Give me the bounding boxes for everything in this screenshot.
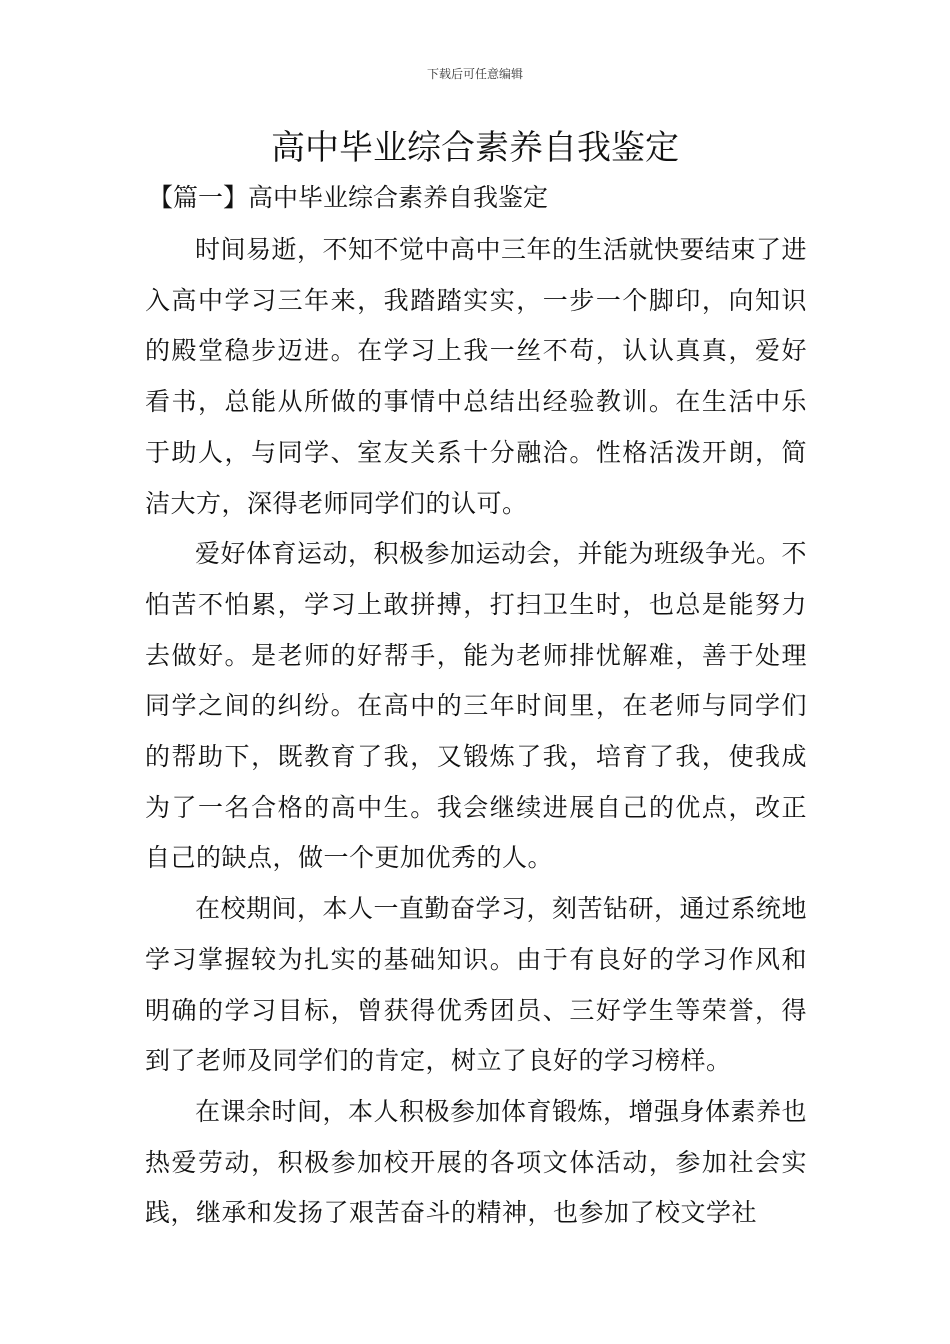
paragraph: 时间易逝，不知不觉中高中三年的生活就快要结束了进入高中学习三年来，我踏踏实实，一步一个脚印，向知识的殿堂稳步迈进。在学习上我一丝不苟，认认真真，爱好看书，总能从所做的事情中总结出经验教训。在生活中乐于助人，与同学、室友关系十分融洽。性格活泼开朗，简洁大方，深得老师同学们的认可。 (145, 235, 808, 518)
paragraph: 爱好体育运动，积极参加运动会，并能为班级争光。不怕苦不怕累，学习上敢拼搏，打扫卫生时，也总是能努力去做好。是老师的好帮手，能为老师排忧解难，善于处理同学之间的纠纷。在高中的三年时间里，在老师与同学们的帮助下，既教育了我，又锻炼了我，培育了我，使我成为了一名合格的高中生。我会继续进展自己的优点，改正自己的缺点，做一个更加优秀的人。 (145, 539, 808, 873)
paragraph: 在课余时间，本人积极参加体育锻炼，增强身体素养也热爱劳动，积极参加校开展的各项文体活动，参加社会实践，继承和发扬了艰苦奋斗的精神，也参加了校文学社 (145, 1096, 808, 1228)
header-note: 下载后可任意编辑 (426, 67, 523, 81)
paragraph: 在校期间，本人一直勤奋学习，刻苦钻研，通过系统地学习掌握较为扎实的基础知识。由于有良好的学习作风和明确的学习目标，曾获得优秀团员、三好学生等荣誉，得到了老师及同学们的肯定，树立了良好的学习榜样。 (145, 894, 808, 1076)
document-title: 高中毕业综合素养自我鉴定 (271, 128, 679, 168)
section-heading: 【篇一】高中毕业综合素养自我鉴定 (148, 183, 549, 212)
body-text (145, 225, 807, 1239)
